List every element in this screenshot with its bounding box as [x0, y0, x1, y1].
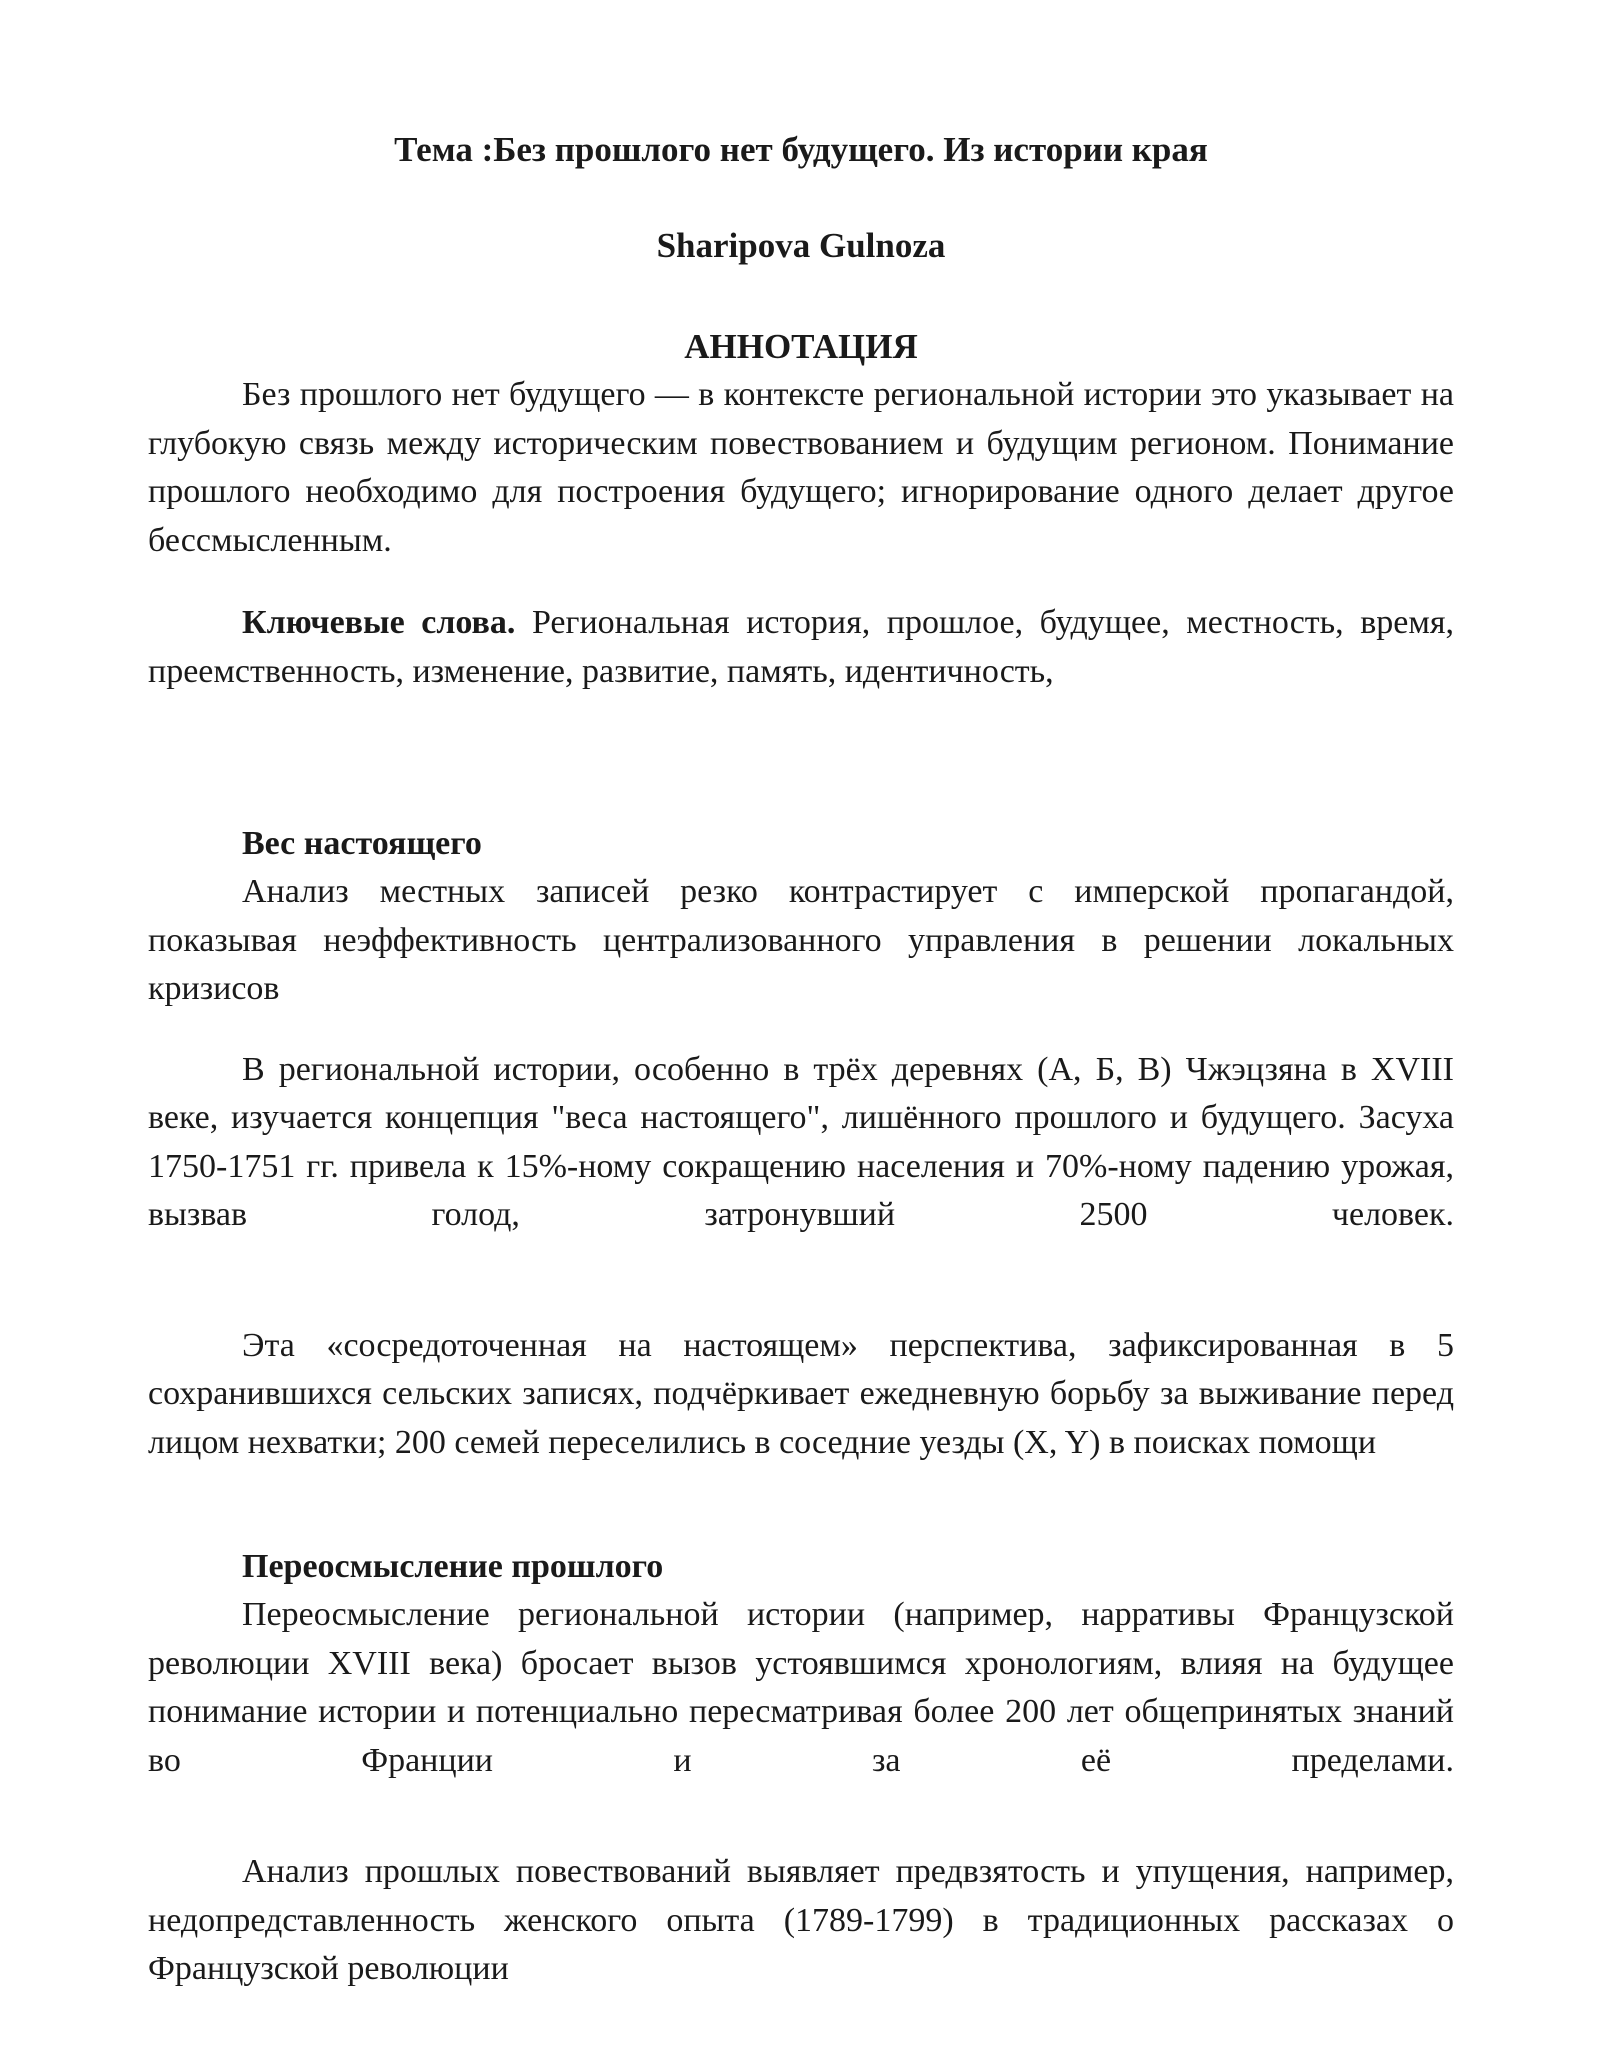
document-title: Тема :Без прошлого нет будущего. Из истории края [394, 130, 1208, 169]
section-paragraph: В региональной истории, особенно в трёх деревнях (А, Б, В) Чжэцзяна в XVIII веке, изучается концепция "веса настоящего", лишённого прошлого и будущего. Засуха 1750-1751 гг. привела к 15%-ному сокращению населения и 70%-ному падению урожая, вызвав голод, затронувший 2500 человек. [148, 1050, 1454, 1233]
annotation-heading: АННОТАЦИЯ [684, 327, 918, 366]
keywords-paragraph [148, 599, 1454, 696]
section-paragraph: Анализ местных записей резко контрастирует с имперской пропагандой, показывая неэффективность централизованного управления в решении локальных кризисов [148, 873, 1454, 1007]
author-name: Sharipova Gulnoza [656, 226, 946, 265]
keywords-label: Ключевые слова. [242, 604, 516, 641]
section-paragraph: Переосмысление региональной истории (например, нарративы Французской революции XVIII века) бросает вызов устоявшимся хронологиям, влияя на будущее понимание истории и потенциально пересматривая более 200 лет общепринятых знаний во Франции и за её пределами. [148, 1596, 1454, 1779]
section-heading-rethinking: Переосмысление прошлого [242, 1548, 664, 1585]
section-paragraph: Анализ прошлых повествований выявляет предвзятость и упущения, например, недопредставленность женского опыта (1789-1799) в традиционных рассказах о Французской революции [148, 1853, 1454, 1987]
section-paragraph: Эта «сосредоточенная на настоящем» перспектива, зафиксированная в 5 сохранившихся сельских записях, подчёркивает ежедневную борьбу за выживание перед лицом нехватки; 200 семей переселились в соседние уезды (X, Y) в поисках помощи [148, 1326, 1454, 1461]
keywords-text: Региональная история, прошлое, будущее, местность, время, преемственность, изменение, развитие, память, идентичность, [148, 604, 1455, 690]
document-page [148, 126, 1454, 1994]
section-heading-present: Вес настоящего [242, 825, 482, 862]
annotation-text: Без прошлого нет будущего — в контексте региональной истории это указывает на глубокую связь между историческим повествованием и будущим регионом. Понимание прошлого необходимо для построения будущего; игнорирование одного делает другое бессмысленным. [148, 376, 1454, 559]
